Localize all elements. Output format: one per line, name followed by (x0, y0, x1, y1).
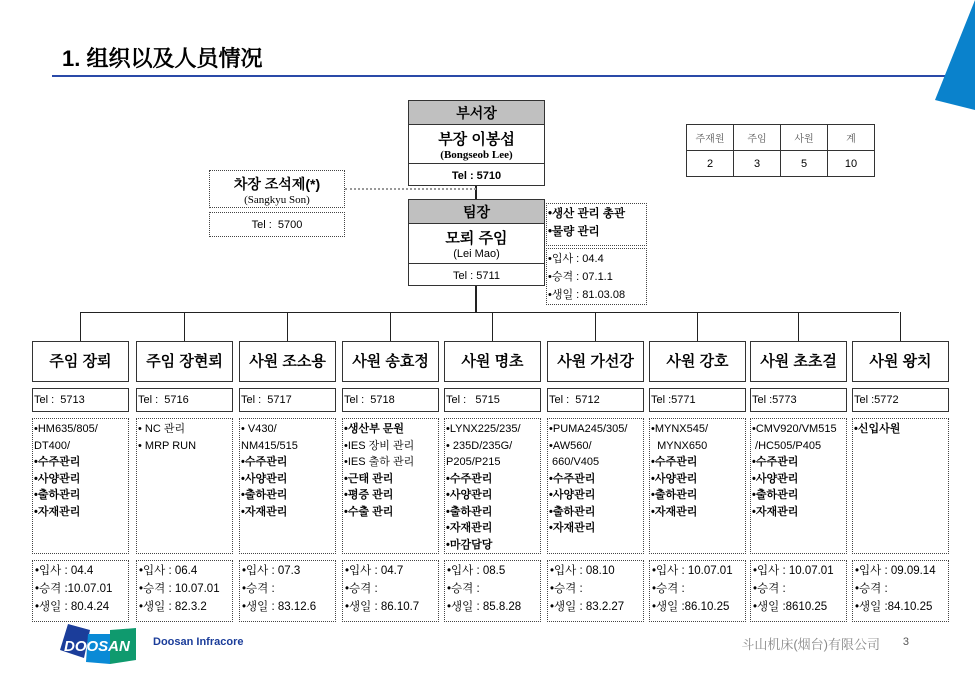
duty-line: •평증 관리 (344, 489, 394, 501)
duty-line: • NC 관리 (138, 423, 186, 435)
duty-line: •사양관리 (651, 472, 698, 485)
duty-line: •자재관리 (651, 505, 698, 518)
member-duties (547, 418, 644, 554)
member-duties (239, 418, 336, 554)
member-tel: Tel : 5717 (239, 388, 336, 412)
duty-line: •PUMA245/305/ (549, 423, 628, 435)
head-name-en: (Bongseob Lee) (440, 149, 513, 161)
member-name: 사원 초초걸 (750, 341, 847, 382)
corner-triangle-decoration (935, 0, 975, 110)
duty-line: • V430/ (241, 423, 277, 435)
member-info (136, 560, 233, 622)
brand-name: Doosan Infracore (153, 636, 244, 648)
connector (595, 312, 596, 341)
headcount-header: 주임 (734, 125, 781, 151)
member-tel: Tel : 5718 (342, 388, 439, 412)
info-line: •승격 : 10.07.01 (139, 583, 220, 595)
duty-line: •사양관리 (549, 489, 596, 501)
deputy-name: 차장 조석제(*) (233, 176, 321, 192)
duty-line: •LYNX225/235/ (446, 423, 521, 435)
duty-line: •IES 출하 관리 (344, 456, 415, 468)
info-line: •생일 :86.10.25 (652, 601, 730, 613)
member-name: 사원 왕치 (852, 341, 949, 382)
headcount-value: 3 (734, 151, 781, 177)
connector (798, 312, 799, 341)
footer-company: 斗山机床(烟台)有限公司 (741, 637, 880, 652)
head-box (408, 100, 545, 186)
duty-line: • 235D/235G/ (446, 439, 513, 452)
duty-line: •MYNX545/ (651, 423, 709, 435)
headcount-header: 주재원 (687, 125, 734, 151)
member-info (239, 560, 336, 622)
connector (492, 312, 493, 341)
svg-text:DOOSAN: DOOSAN (64, 638, 130, 655)
duty-line: •자재관리 (446, 522, 493, 534)
duty-line: P205/P215 (446, 456, 501, 468)
member-name: 주임 장뢰 (32, 341, 129, 382)
duty-line: •자재관리 (241, 505, 288, 518)
connector (697, 312, 698, 341)
duty-line: MYNX650 (651, 439, 708, 452)
duty-line: 660/V405 (549, 456, 600, 468)
member-duties (750, 418, 847, 554)
headcount-header: 계 (828, 125, 875, 151)
duty-line: •출하관리 (34, 489, 81, 501)
headcount-value: 10 (828, 151, 875, 177)
info-line: •생일 : 82.3.2 (139, 601, 207, 613)
member-duties (342, 418, 439, 554)
page-title: 1. 组织以及人员情况 (62, 46, 263, 71)
member-duties (852, 418, 949, 554)
info-line: •입사 : 08.10 (550, 565, 615, 577)
duty-line: •자재관리 (549, 522, 596, 534)
duty-line: •AW560/ (549, 439, 592, 452)
duty-line: DT400/ (34, 439, 71, 452)
info-line: •승격 : (855, 583, 888, 595)
member-tel: Tel :5773 (750, 388, 847, 412)
duty-line: •출하관리 (752, 489, 799, 501)
team-lead-name-en: (Lei Mao) (453, 248, 500, 260)
duty-line: • MRP RUN (138, 439, 197, 452)
duty-line: •출하관리 (549, 505, 596, 518)
page-number: 3 (902, 636, 909, 648)
info-line: •생일 : 81.03.08 (548, 289, 626, 301)
duty-line: •수출 관리 (344, 505, 394, 518)
duty-line: •출하관리 (651, 489, 698, 501)
duty-line: •마감담당 (446, 538, 493, 551)
team-lead-box (408, 199, 545, 286)
team-lead-role: 팀장 (409, 200, 544, 224)
head-tel: Tel : 5710 (409, 163, 544, 187)
member-tel: Tel :5772 (852, 388, 949, 412)
member-info (852, 560, 949, 622)
info-line: •승격 : (345, 583, 378, 595)
duty-line: •HM635/805/ (34, 423, 98, 435)
deputy-tel: Tel : 5700 (209, 212, 345, 237)
headcount-value: 5 (781, 151, 828, 177)
info-line: •입사 : 09.09.14 (855, 565, 936, 577)
info-line: •생일 : 83.2.27 (550, 601, 625, 613)
info-line: •생일 : 86.10.7 (345, 601, 420, 613)
member-name: 사원 명초 (444, 341, 541, 382)
doosan-logo (60, 624, 144, 666)
deputy-connector (345, 188, 476, 190)
head-name: 부장 이봉섭 (438, 131, 515, 148)
duty-line: NM415/515 (241, 439, 298, 452)
member-duties (649, 418, 746, 554)
info-line: •입사 : 08.5 (447, 565, 506, 577)
duty-line: •수주관리 (446, 472, 493, 485)
member-name: 사원 송효정 (342, 341, 439, 382)
info-line: •승격 : (242, 583, 275, 595)
duty-line: •생산 관리 총관 (548, 208, 626, 220)
headcount-header: 사원 (781, 125, 828, 151)
member-duties (32, 418, 129, 554)
headcount-table (686, 124, 875, 177)
team-lead-name: 모뢰 주임 (445, 230, 508, 247)
duty-line: •사양관리 (34, 472, 81, 485)
connector (80, 312, 81, 341)
member-info (547, 560, 644, 622)
duty-line: /HC505/P405 (752, 439, 822, 452)
team-lead-duties (546, 203, 647, 246)
duty-line: •수주관리 (549, 472, 596, 485)
member-info (750, 560, 847, 622)
duty-line: •자재관리 (752, 505, 799, 518)
team-lead-info (546, 248, 647, 305)
connector (287, 312, 288, 341)
duty-line: •수주관리 (34, 456, 81, 468)
member-info (342, 560, 439, 622)
member-info (444, 560, 541, 622)
info-line: •입사 : 04.7 (345, 565, 404, 577)
member-tel: Tel :5771 (649, 388, 746, 412)
duty-line: •CMV920/VM515 (752, 423, 837, 435)
info-line: •승격 : (753, 583, 786, 595)
info-line: •승격 : (447, 583, 480, 595)
info-line: •승격 :10.07.01 (35, 583, 113, 595)
duty-line: •근태 관리 (344, 472, 394, 485)
info-line: •입사 : 10.07.01 (652, 565, 733, 577)
member-name: 사원 조소용 (239, 341, 336, 382)
duty-line: •신입사원 (854, 423, 901, 435)
duty-line: •사양관리 (446, 489, 493, 501)
connector (900, 312, 901, 341)
deputy-name-en: (Sangkyu Son) (244, 194, 310, 206)
member-info (649, 560, 746, 622)
duty-line: •자재관리 (34, 505, 81, 518)
title-divider (52, 75, 952, 77)
info-line: •승격 : (550, 583, 583, 595)
member-tel: Tel : 5715 (444, 388, 541, 412)
info-line: •입사 : 10.07.01 (753, 565, 834, 577)
connector (81, 312, 899, 313)
member-tel: Tel : 5716 (136, 388, 233, 412)
duty-line: •IES 장비 관리 (344, 439, 415, 452)
duty-line: •물량 관리 (548, 226, 600, 238)
team-lead-tel: Tel : 5711 (409, 263, 544, 287)
info-line: •입사 : 04.4 (35, 565, 94, 577)
info-line: •생일 :84.10.25 (855, 601, 933, 613)
deputy-box (209, 170, 345, 208)
member-name: 사원 강호 (649, 341, 746, 382)
duty-line: •사양관리 (752, 472, 799, 485)
headcount-value: 2 (687, 151, 734, 177)
duty-line: •출하관리 (446, 505, 493, 518)
duty-line: •사양관리 (241, 472, 288, 485)
member-tel: Tel : 5712 (547, 388, 644, 412)
info-line: •승격 : 07.1.1 (548, 271, 613, 283)
member-tel: Tel : 5713 (32, 388, 129, 412)
info-line: •생일 : 85.8.28 (447, 601, 522, 613)
duty-line: •생산부 문원 (344, 423, 405, 435)
duty-line: •수주관리 (651, 456, 698, 468)
head-role: 부서장 (409, 101, 544, 125)
info-line: •승격 : (652, 583, 685, 595)
info-line: •입사 : 07.3 (242, 565, 301, 577)
info-line: •입사 : 06.4 (139, 565, 198, 577)
info-line: •생일 : 80.4.24 (35, 601, 110, 613)
member-name: 주임 장현뢰 (136, 341, 233, 382)
member-duties (444, 418, 541, 554)
info-line: •생일 :8610.25 (753, 601, 828, 613)
connector (390, 312, 391, 341)
connector (184, 312, 185, 341)
info-line: •입사 : 04.4 (548, 253, 604, 265)
duty-line: •출하관리 (241, 489, 288, 501)
info-line: •생일 : 83.12.6 (242, 601, 317, 613)
duty-line: •수주관리 (752, 456, 799, 468)
member-info (32, 560, 129, 622)
connector (475, 286, 477, 313)
member-duties (136, 418, 233, 554)
duty-line: •수주관리 (241, 456, 288, 468)
member-name: 사원 가선강 (547, 341, 644, 382)
